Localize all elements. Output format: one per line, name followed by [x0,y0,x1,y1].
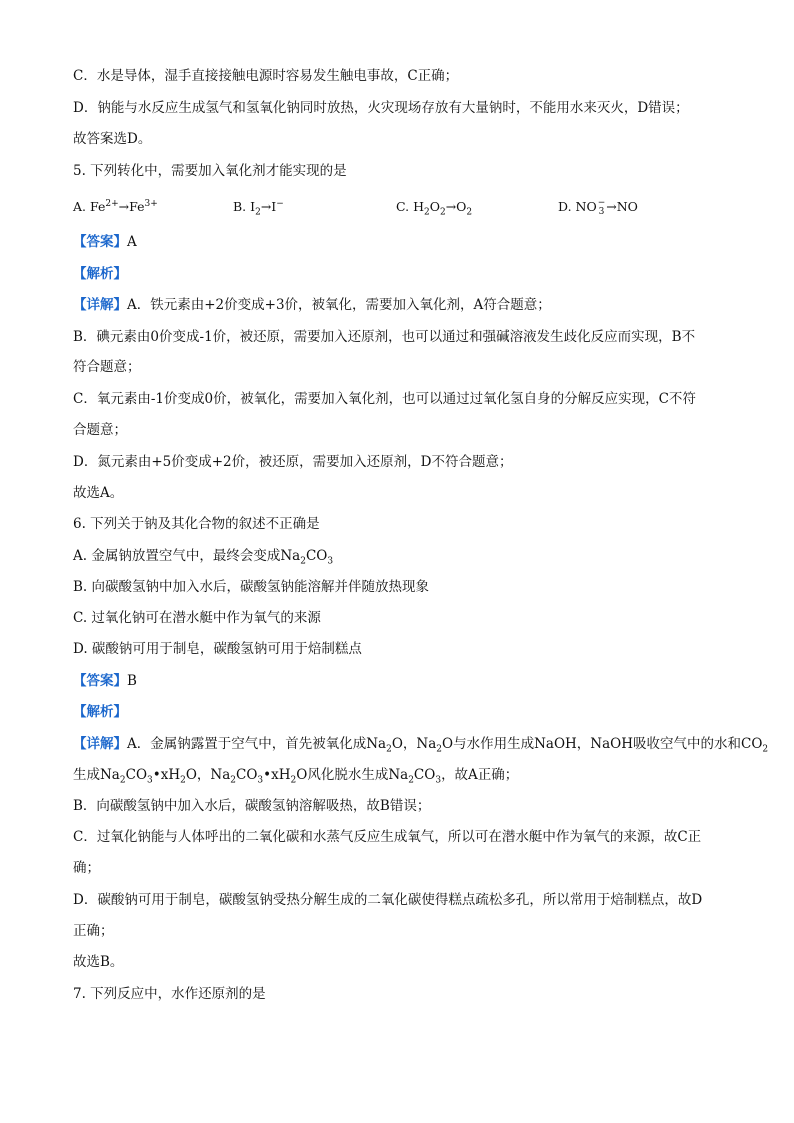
q6-stem: 6. 下列关于钠及其化合物的叙述不正确是 [73,516,320,532]
q5-option-d: D. NO − 3 →NO [558,197,638,217]
q5-detail-d: D．氮元素由+5价变成+2价，被还原，需要加入还原剂，D不符合题意； [73,454,513,470]
prev-option-d-explanation: D．钠能与水反应生成氢气和氢氧化钠同时放热，火灾现场存放有大量钠时，不能用水来灭火，D错误； [73,100,689,116]
q5-stem: 5. 下列转化中，需要加入氧化剂才能实现的是 [73,163,347,179]
prev-option-c-explanation: C．水是导体，湿手直接接触电源时容易发生触电事故，C正确； [73,68,459,84]
detail-tag: 【详解】 [73,297,127,313]
q6-analysis-tag: 【解析】 [73,704,127,720]
q5-detail-b-line2: 符合题意； [73,359,141,375]
q5-detail-c-line2: 合题意； [73,422,127,438]
q6-detail-a-line2: 生成$Na_2CO_3•xH_2O$，$Na_2CO_3•xH_2O$风化脱水生成$Na_2CO_3$，故A正确； [73,767,519,786]
q6-option-a: A. 金属钠放置空气中，最终会变成$Na_2CO_3$ [73,548,334,567]
q6-detail-a-line1: 【详解】A．金属钠露置于空气中，首先被氧化成$Na_2O$，$Na_2O$与水作用生成NaOH，NaOH吸收空气中的水和$CO_2$ [73,736,769,755]
q5-analysis-tag: 【解析】 [73,266,127,282]
answer-tag: 【答案】 [73,234,127,250]
q5-detail-c-line1: C．氧元素由-1价变成0价，被氧化，需要加入氧化剂，也可以通过过氧化氢自身的分解反应实现，C不符 [73,391,696,407]
q5-option-b: B. $I_2\to I^-$ [233,198,284,218]
answer-value: A [127,234,137,250]
q5-option-c: C. $H_2O_2\to O_2$ [396,199,473,218]
q5-detail-b-line1: B．碘元素由0价变成-1价，被还原，需要加入还原剂，也可以通过和强碱溶液发生歧化反应而实现，B不 [73,329,696,345]
q5-detail-a: 【详解】A．铁元素由+2价变成+3价，被氧化，需要加入氧化剂，A符合题意； [73,297,551,313]
q6-option-d: D. 碳酸钠可用于制皂，碳酸氢钠可用于焙制糕点 [73,641,362,657]
q7-stem: 7. 下列反应中，水作还原剂的是 [73,986,266,1002]
q5-conclusion: 故选A。 [73,485,124,501]
prev-conclusion: 故答案选D。 [73,131,152,147]
q6-conclusion: 故选B。 [73,954,124,970]
q6-option-c: C. 过氧化钠可在潜水艇中作为氧气的来源 [73,610,321,626]
q5-option-a: A. $Fe^{2+}\to Fe^{3+}$ [73,198,158,214]
q6-detail-d-line1: D．碳酸钠可用于制皂，碳酸氢钠受热分解生成的二氧化碳使得糕点疏松多孔，所以常用于焙制糕点，故D [73,892,703,908]
detail-tag: 【详解】 [73,736,127,752]
q6-detail-b: B．向碳酸氢钠中加入水后，碳酸氢钠溶解吸热，故B错误； [73,798,431,814]
q6-detail-c-line1: C．过氧化钠能与人体呼出的二氧化碳和水蒸气反应生成氧气，所以可在潜水艇中作为氧气的来源，故C正 [73,829,702,845]
q6-answer [73,671,724,691]
answer-value: B [127,673,137,689]
q5-answer [73,232,724,252]
answer-tag: 【答案】 [73,673,127,689]
q6-option-b: B. 向碳酸氢钠中加入水后，碳酸氢钠能溶解并伴随放热现象 [73,579,430,595]
q6-detail-c-line2: 确； [73,860,100,876]
q6-detail-d-line2: 正确； [73,923,114,939]
